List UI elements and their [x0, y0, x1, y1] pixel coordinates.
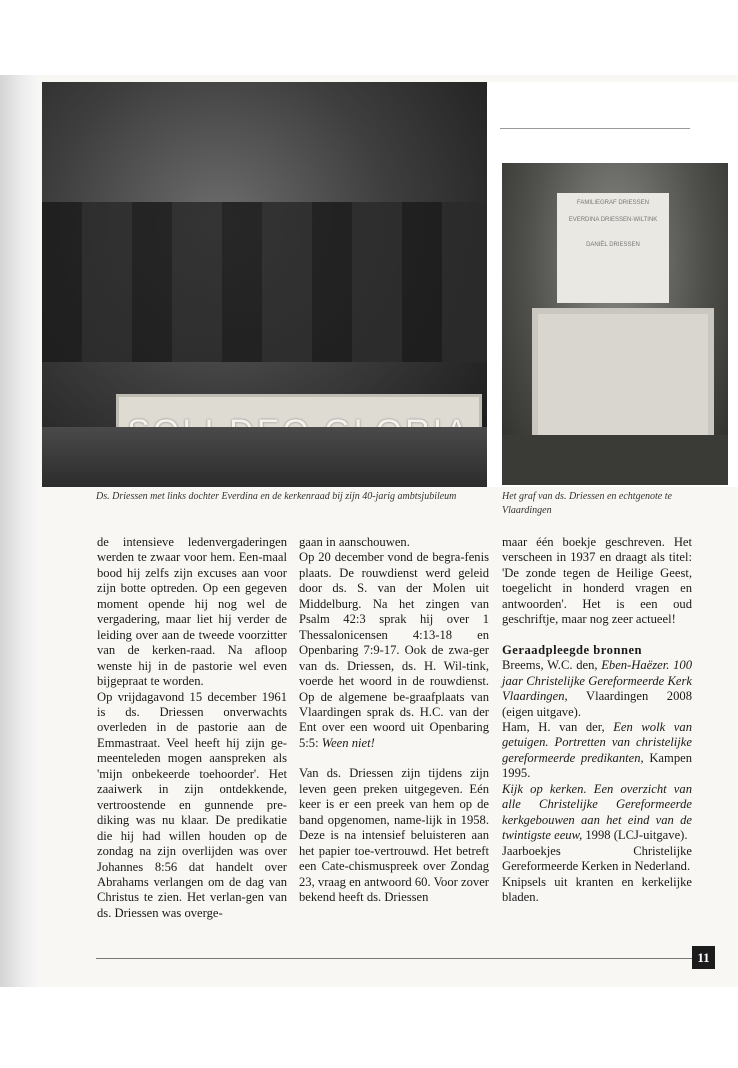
caption-grave: Het graf van ds. Driessen en echtgenote te Vlaardingen: [502, 491, 672, 516]
photo-figures: [42, 202, 487, 362]
sources-heading: Geraadpleegde bronnen: [502, 642, 643, 657]
photo-table: [42, 427, 487, 487]
top-rule: [500, 128, 690, 129]
stone-line: DANIËL DRIESSEN: [586, 242, 640, 248]
footer-rule: [96, 958, 692, 959]
page-number: 11: [692, 946, 715, 969]
paragraph: de intensieve ledenvergaderingen werden te zwaar voor hem. Een-maal bood hij zelfs zijn excuses aan voor zijn botte optreden. Op een gegeven moment opende hij nog wel de vergadering, maar liet hij verder de leiding over aan de tweede voorzitter van de kerken-raad. Na afloop wenste hij in de pastorie wel even bijgepraat te worden.: [97, 535, 287, 689]
paragraph: Van ds. Driessen zijn tijdens zijn leven geen preken uitgegeven. Eén keer is er een preek van hem op de band opgenomen, name-lijk in 1958. Deze is na intensief beluisteren aan het papier toe-vertrouwd. Het betreft een Cate-chismuspreek over Zondag 23, vraag en antwoord 60. Voor zover bekend heeft ds. Driessen: [299, 766, 489, 904]
column-3: [502, 535, 692, 905]
grave-stone: [557, 193, 669, 303]
source-item: Ham, H. van der, Een wolk van getuigen. Portretten van christelijke gereformeerde predikanten, Kampen 1995.: [502, 719, 692, 781]
paragraph: Op 20 december vond de begra-fenis plaats. De rouwdienst werd geleid door ds. S. van der Molen uit Middelburg. Na het zingen van Psalm 42:3 sprak hij over 1 Thessalonicensen 4:13-18 en Openbaring 7:9-17. Ook de zwa-ger van ds. Driessen, ds. H. Wil-tink, voerde het woord in de rouwdienst. Op de algemene be-graafplaats van Vlaardingen sprak ds. H.C. van der Ent over een woord uit Openbaring 5:5: Ween niet!: [299, 550, 489, 750]
photo-grave: [502, 163, 728, 485]
paragraph: gaan in aanschouwen.: [299, 535, 410, 549]
source-item: Kijk op kerken. Een overzicht van alle Christelijke Gereformeerde kerkgebouwen aan het eind van de twintigste eeuw, 1998 (LCJ-uitgave).: [502, 781, 692, 843]
grave-plot: [532, 308, 714, 445]
photo-jubilee: [42, 82, 487, 487]
paragraph: Op vrijdagavond 15 december 1961 is ds. Driessen onverwachts overleden in de pastorie aan de Emmastraat. Veel heeft hij zijn ge-meenteleden mogen aanspreken als 'mijn onbekeerde toehoorder'. Het zaaiwerk in zijn ontdekkende, vertroostende en gunnende pre-diking was nu klaar. De predikatie die hij had willen houden op de zondag na zijn overlijden was over Johannes 8:56 dat handelt over Abrahams verlangen om de dag van Christus te zien. Het verlan-gen van ds. Driessen was overge-: [97, 689, 287, 920]
stone-line: EVERDINA DRIESSEN-WILTINK: [568, 217, 658, 223]
book-spine-shadow: [0, 75, 37, 987]
column-1: [97, 535, 287, 921]
grave-ground: [502, 435, 728, 485]
quote-italic: Ween niet!: [321, 735, 375, 750]
stone-line: FAMILIEGRAF DRIESSEN: [576, 200, 649, 206]
source-item: Breems, W.C. den, Eben-Haëzer. 100 jaar Christelijke Gereformeerde Kerk Vlaardingen, Vlaardingen 2008 (eigen uitgave).: [502, 658, 692, 719]
paragraph: maar één boekje geschreven. Het verscheen in 1937 en draagt als titel: 'De zonde tegen de Heilige Geest, toegelicht in honderd vragen en antwoorden'. Het is een oud geschriftje, maar nog zeer actueel!: [502, 535, 692, 627]
column-2: [299, 535, 489, 905]
source-item: Knipsels uit kranten en kerkelijke bladen.: [502, 874, 692, 904]
caption-jubilee: Ds. Driessen met links dochter Everdina en de kerkenraad bij zijn 40-jarig ambtsjubileum: [96, 491, 457, 502]
source-item: Jaarboekjes Christelijke Gereformeerde Kerken in Nederland.: [502, 843, 692, 874]
